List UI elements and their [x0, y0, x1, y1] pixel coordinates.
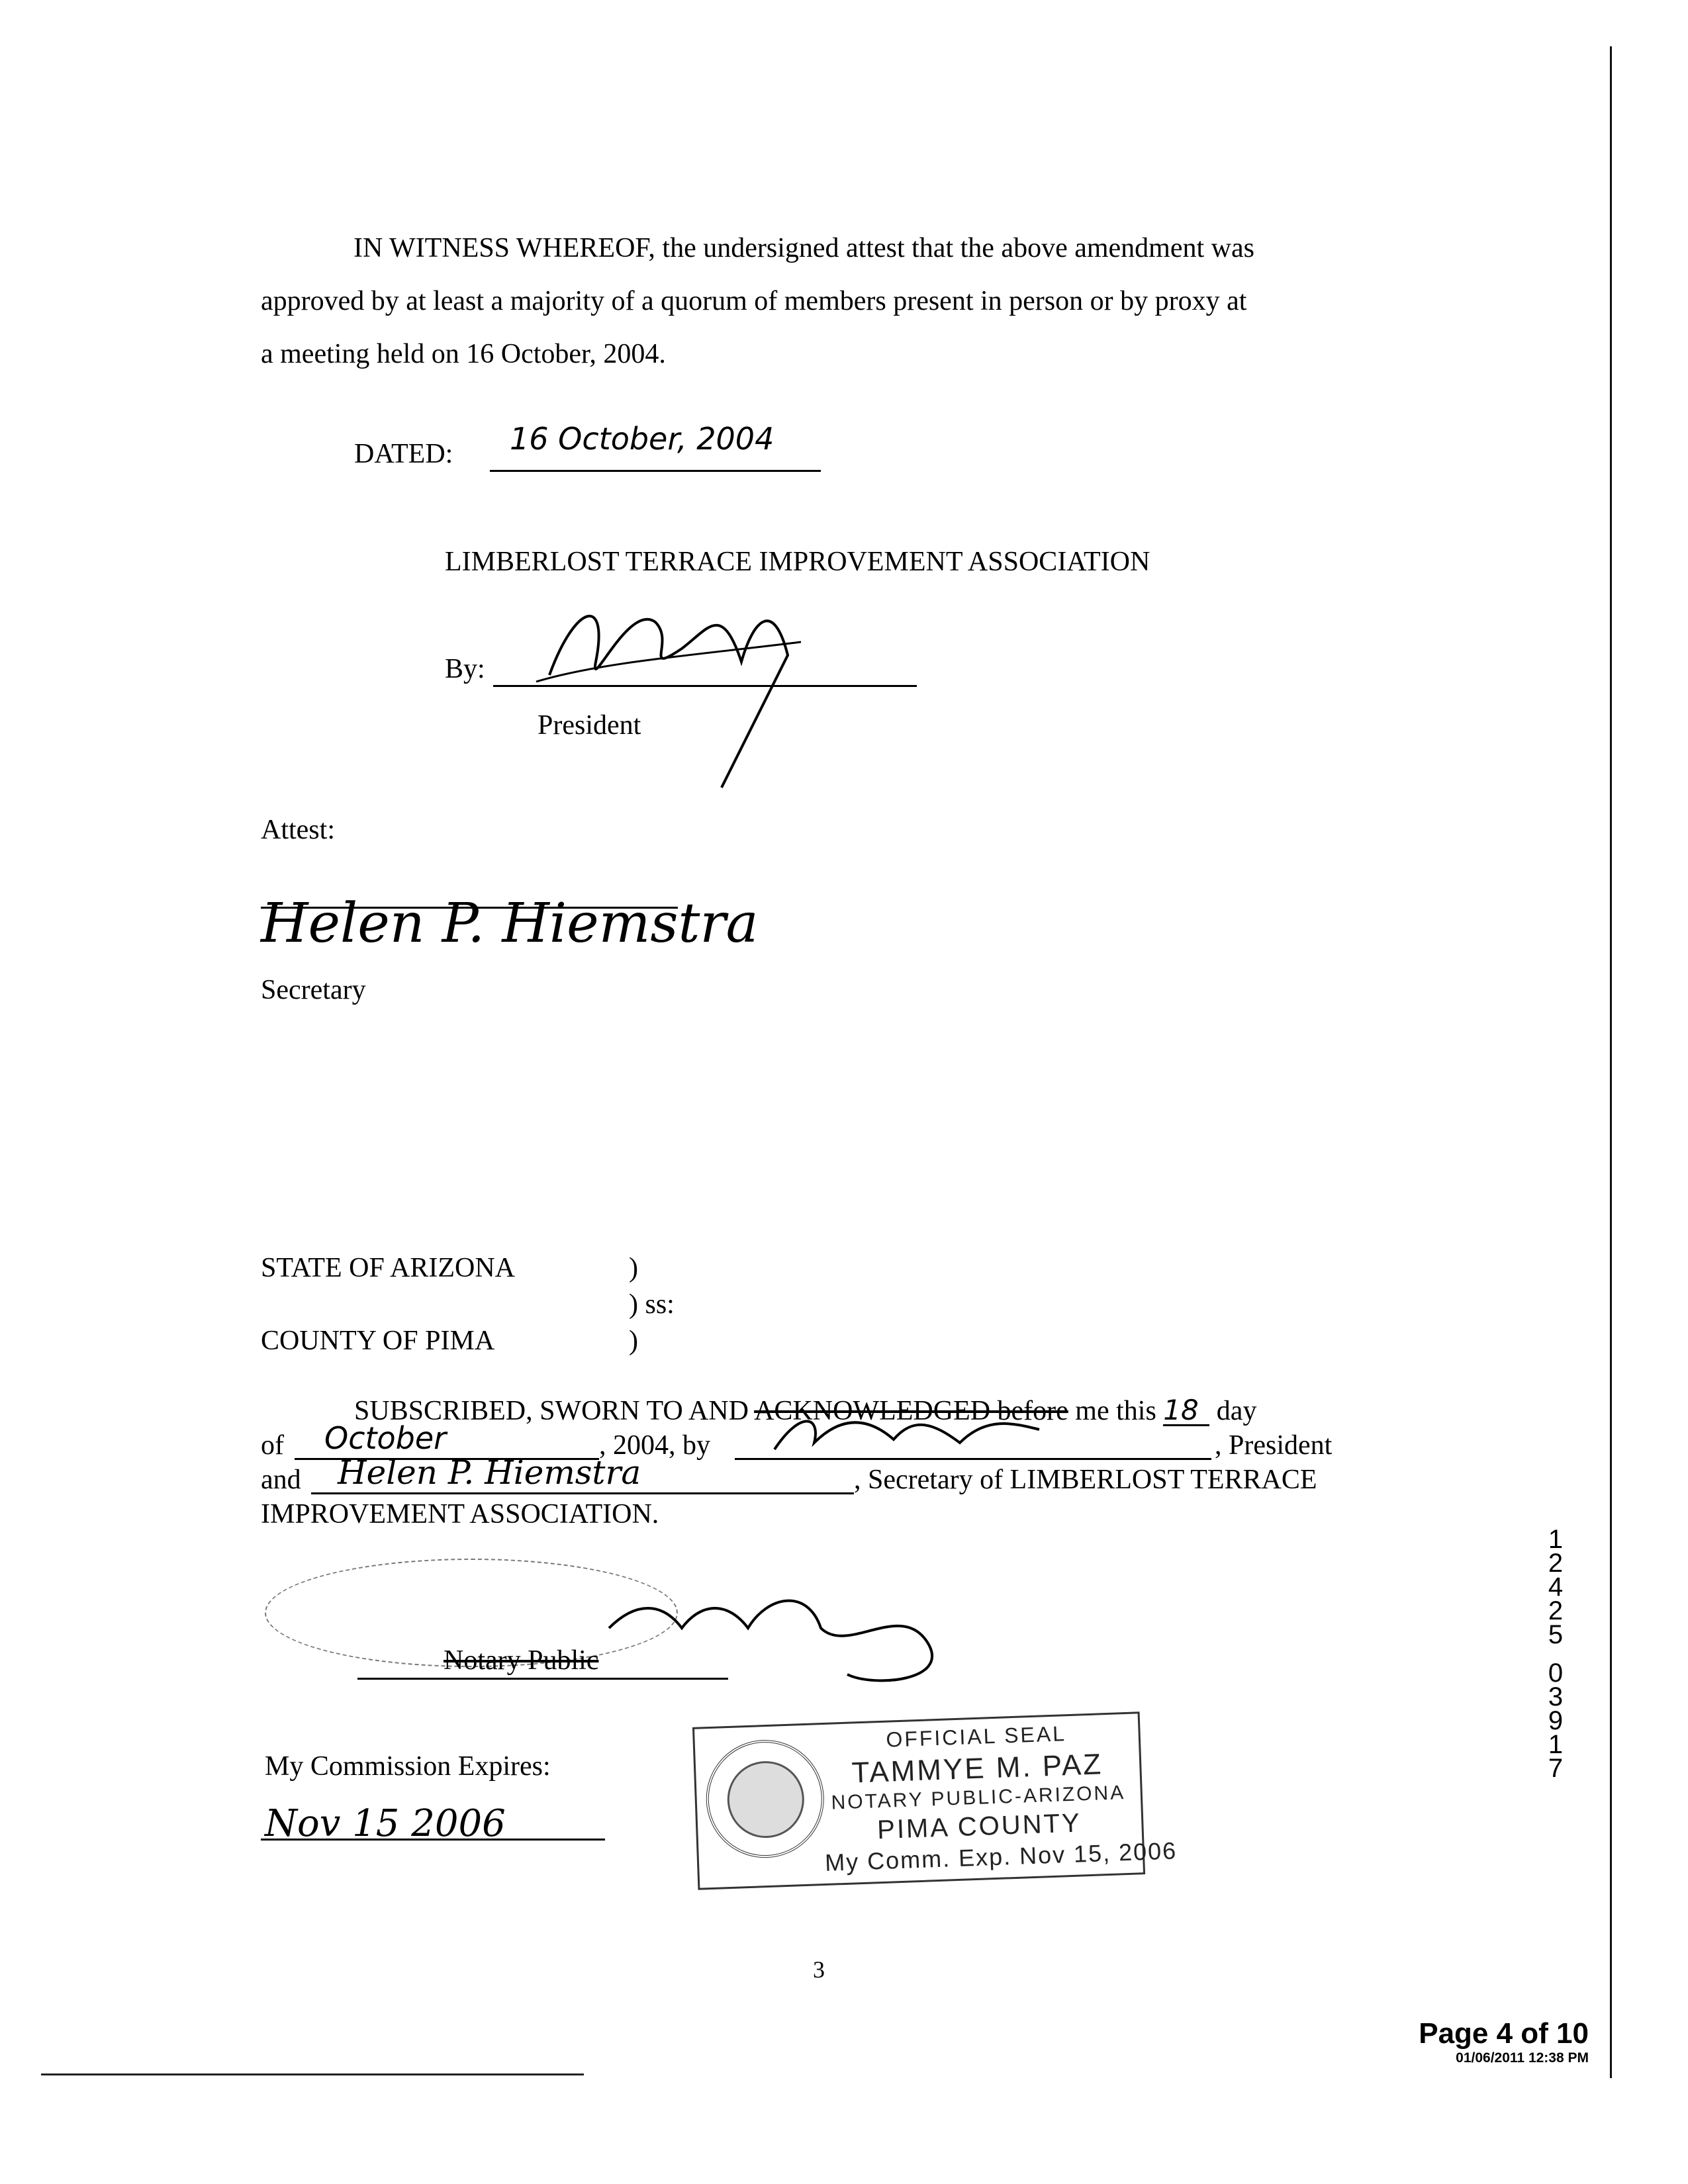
state-seal-icon [704, 1738, 826, 1860]
margin-digit: 1 [1548, 1525, 1564, 1554]
county-label: COUNTY OF PIMA [261, 1326, 495, 1356]
margin-digit: 2 [1548, 1596, 1564, 1625]
ack-line-4: IMPROVEMENT ASSOCIATION. [261, 1499, 659, 1529]
president-signature-image [523, 576, 841, 794]
notary-signature-image [596, 1575, 966, 1694]
witness-paragraph [261, 222, 1380, 381]
margin-digit: 3 [1548, 1682, 1564, 1711]
commission-value: Nov 15 2006 [265, 1802, 506, 1845]
ack-of-label: of [261, 1430, 284, 1461]
margin-digit: 7 [1548, 1754, 1564, 1783]
witness-line-3: a meeting held on 16 October, 2004. [261, 339, 666, 369]
venue-paren-3: ) [629, 1326, 638, 1356]
by-label: By: [445, 654, 485, 684]
margin-digit: 0 [1548, 1659, 1564, 1688]
footer-page-label: Page 4 of 10 [1419, 2017, 1589, 2050]
attest-label: Attest: [261, 815, 335, 845]
venue-paren-1: ) [629, 1253, 638, 1283]
witness-line-2: approved by at least a majority of a quorum of members present in person or by proxy at [261, 286, 1247, 316]
ack-subscribed-text: SUBSCRIBED, SWORN TO AND [354, 1396, 749, 1426]
margin-digit: 1 [1548, 1730, 1564, 1759]
footer-timestamp: 01/06/2011 12:38 PM [1456, 2050, 1589, 2066]
ack-and-label: and [261, 1465, 301, 1495]
seal-line-3: NOTARY PUBLIC-ARIZONA [831, 1782, 1126, 1814]
official-seal-stamp [692, 1711, 1178, 1889]
right-edge-line [1610, 46, 1612, 2078]
witness-line-1: IN WITNESS WHEREOF, the undersigned attest that the above amendment was [353, 233, 1254, 263]
seal-line-5: My Comm. Exp. Nov 15, 2006 [824, 1837, 1178, 1876]
president-label: President [538, 710, 641, 741]
margin-document-number [1542, 1525, 1569, 1783]
ack-struck-text: ACKNOWLEDGED before [754, 1396, 1068, 1426]
notary-line [357, 1678, 728, 1680]
bottom-rule [41, 2073, 584, 2075]
margin-digit: 5 [1548, 1620, 1564, 1649]
commission-label: My Commission Expires: [265, 1751, 551, 1782]
ack-month-value: October [324, 1420, 447, 1456]
notary-public-label: Notary Public [444, 1645, 599, 1676]
secretary-signature: Helen P. Hiemstra [261, 892, 759, 955]
seal-line-4: PIMA COUNTY [876, 1808, 1082, 1845]
association-name: LIMBERLOST TERRACE IMPROVEMENT ASSOCIATION [445, 547, 1150, 577]
ack-me-this: me this [1075, 1396, 1156, 1426]
state-label: STATE OF ARIZONA [261, 1253, 515, 1283]
margin-digit: 2 [1548, 1549, 1564, 1578]
dated-value: 16 October, 2004 [510, 421, 774, 457]
seal-line-2: TAMMYE M. PAZ [851, 1748, 1103, 1790]
ack-president-suffix: , President [1215, 1430, 1333, 1461]
ack-secretary-name: Helen P. Hiemstra [338, 1453, 641, 1492]
margin-digit: 9 [1548, 1706, 1564, 1735]
page-number: 3 [813, 1956, 825, 1983]
venue-paren-ss: ) ss: [629, 1289, 675, 1320]
secretary-label: Secretary [261, 975, 366, 1005]
dated-label: DATED: [354, 439, 453, 469]
ack-secretary-suffix: , Secretary of LIMBERLOST TERRACE [854, 1465, 1317, 1495]
ack-day-label: day [1216, 1396, 1257, 1426]
ack-day-value: 18 [1163, 1396, 1209, 1426]
seal-line-1: OFFICIAL SEAL [885, 1721, 1067, 1752]
ack-year-by: , 2004, by [599, 1430, 710, 1461]
ack-president-signature [761, 1403, 1079, 1463]
margin-digit: 4 [1548, 1572, 1564, 1602]
